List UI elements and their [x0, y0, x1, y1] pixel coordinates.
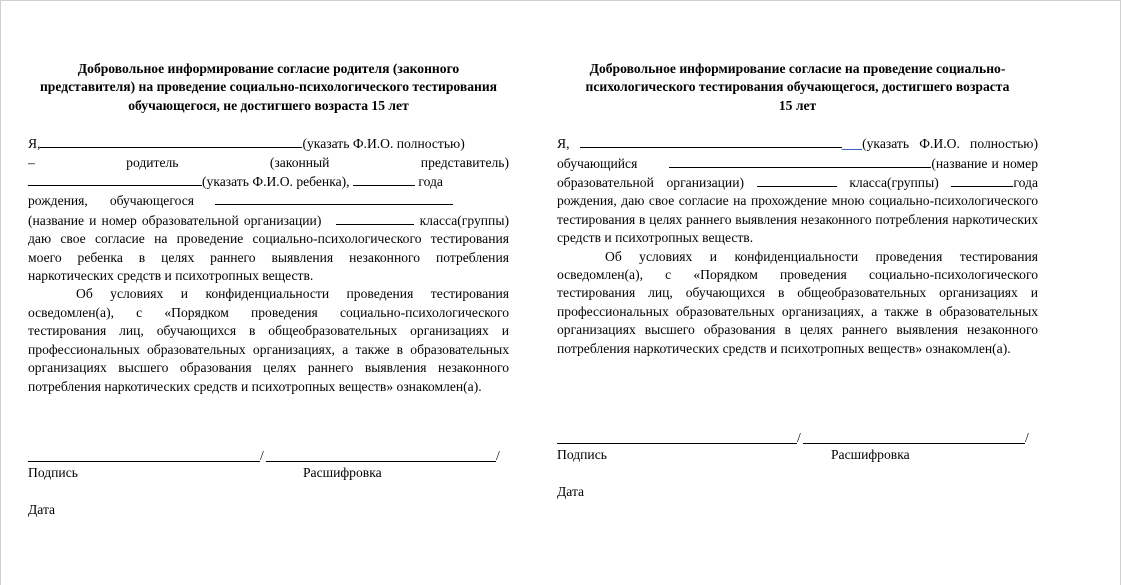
student-decoding-line[interactable]	[803, 443, 1025, 444]
student-signature-label: Подпись	[557, 447, 607, 462]
child-name-field[interactable]	[28, 172, 202, 186]
student-consent-form	[557, 60, 1038, 358]
parent-decoding-label: Расшифровка	[303, 465, 382, 480]
student-signature-slash: /	[797, 430, 801, 445]
parent-signature-label: Подпись	[28, 465, 78, 480]
parent-form-paragraph-2: Об условиях и конфиденциальности проведения тестирования осведомлен(а), с «Порядком проведения социально-психологического тестирования лиц, обучающихся в общеобразовательных организациях и профессиональных образовательных организациях, а также в образовательных организациях высшего образования целях раннего выявления незаконного потребления наркотических средств и психотропных веществ» ознакомлен(а).	[28, 286, 509, 394]
student-form-paragraph-2: Об условиях и конфиденциальности проведения тестирования осведомлен(а), с «Порядком проведения социально-психологического тестирования лиц, обучающихся в общеобразовательных организациях и профессиональных образовательных организациях, а также в образовательных организациях высшего образования в целях раннего выявления незаконного потребления наркотических средств и психотропных веществ» ознакомлен(а).	[557, 248, 1038, 356]
student-org-name-field[interactable]	[669, 154, 931, 168]
parent-form-title: Добровольное информирование согласие родителя (законного представителя) на проведение социально-психологического тестирования обучающегося, не достигшего возраста 15 лет	[39, 61, 498, 113]
student-signature-line[interactable]	[557, 443, 797, 444]
parent-name-field[interactable]	[40, 134, 302, 148]
student-name-field[interactable]	[580, 134, 842, 148]
student-class-field[interactable]	[336, 211, 414, 225]
student-decoding-slash: /	[1025, 430, 1029, 445]
student-date-label: Дата	[557, 484, 585, 499]
parent-consent-form	[28, 60, 509, 396]
student-class-name-field[interactable]	[757, 173, 837, 187]
student-form-paragraph-1: Я, (указать Ф.И.О. полностью) обучающийся (название и номер образовательной организации) класса(группы) года рождения, даю свое согласие на прохождение мною социально-психологического тестирования в целях раннего выявления незаконного потребления наркотических средств и психотропных веществ.	[557, 136, 1038, 246]
parent-form-paragraph-1: Я, (указать Ф.И.О. полностью) – родитель (законный представитель) (указать Ф.И.О. ребенка), года рождения, обучающегося (название и номер образовательной организации) класса(группы) даю свое согласие на проведение социально-психологического тестирования моего ребенка в целях раннего выявления незаконного потребления наркотических средств и психотропных веществ.	[28, 136, 509, 284]
student-birth-year-field[interactable]	[951, 173, 1013, 187]
parent-signature-slash: /	[260, 448, 264, 463]
parent-role-line: – родитель (законный представитель)	[28, 154, 509, 170]
student-org-field[interactable]	[215, 191, 453, 205]
student-form-title: Добровольное информирование согласие на проведение социально-психологического тестирования обучающегося, достигшего возраста 15 лет	[585, 61, 1010, 113]
parent-decoding-slash: /	[496, 448, 500, 463]
parent-date-label: Дата	[28, 502, 56, 517]
parent-signature-line[interactable]	[28, 461, 260, 462]
parent-decoding-line[interactable]	[266, 461, 496, 462]
student-decoding-label: Расшифровка	[831, 447, 910, 462]
child-birth-year-field[interactable]	[353, 172, 415, 186]
